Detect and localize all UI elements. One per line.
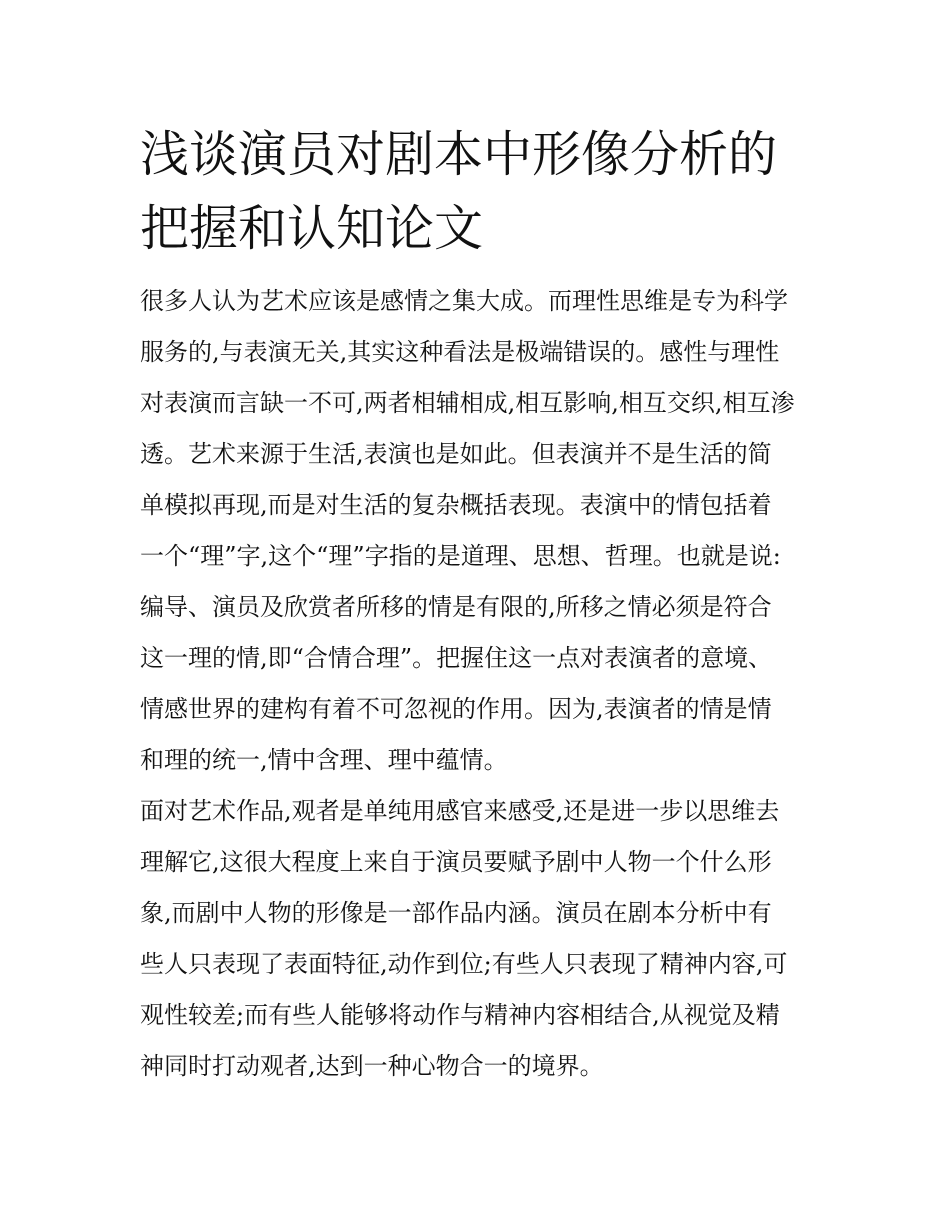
paragraph-line: 服务的,与表演无关,其实这种看法是极端错误的。感性与理性: [140, 338, 780, 366]
paragraph-line: 透。艺术来源于生活,表演也是如此。但表演并不是生活的简: [140, 440, 772, 468]
paragraph-line: 这一理的情,即“合情合理”。把握住这一点对表演者的意境、: [140, 644, 773, 672]
document-body: [140, 276, 820, 1092]
paragraph-1: [140, 276, 820, 786]
paragraph-line: 理解它,这很大程度上来自于演员要赋予剧中人物一个什么形: [140, 848, 772, 876]
paragraph-line: 一个“理”字,这个“理”字指的是道理、思想、哲理。也就是说:: [140, 542, 781, 570]
paragraph-line: 观性较差;而有些人能够将动作与精神内容相结合,从视觉及精: [140, 1001, 780, 1029]
paragraph-line: 些人只表现了表面特征,动作到位;有些人只表现了精神内容,可: [140, 950, 788, 978]
paragraph-line: 面对艺术作品,观者是单纯用感官来感受,还是进一步以思维去: [140, 797, 780, 825]
paragraph-line: 神同时打动观者,达到一种心物合一的境界。: [140, 1052, 604, 1080]
paragraph-line: 编导、演员及欣赏者所移的情是有限的,所移之情必须是符合: [140, 593, 772, 621]
document-title: [140, 118, 820, 266]
paragraph-line: 单模拟再现,而是对生活的复杂概括表现。表演中的情包括着: [140, 491, 772, 519]
title-line-1: 浅谈演员对剧本中形像分析的: [140, 126, 778, 183]
paragraph-line: 很多人认为艺术应该是感情之集大成。而理性思维是专为科学: [140, 287, 788, 315]
paragraph-line: 对表演而言缺一不可,两者相辅相成,相互影响,相互交织,相互渗: [140, 389, 795, 417]
paragraph-line: 象,而剧中人物的形像是一部作品内涵。演员在剧本分析中有: [140, 899, 772, 927]
title-line-2: 把握和认知论文: [140, 200, 484, 257]
paragraph-line: 和理的统一,情中含理、理中蕴情。: [140, 746, 508, 774]
paragraph-2: [140, 786, 820, 1092]
paragraph-line: 情感世界的建构有着不可忽视的作用。因为,表演者的情是情: [140, 695, 772, 723]
